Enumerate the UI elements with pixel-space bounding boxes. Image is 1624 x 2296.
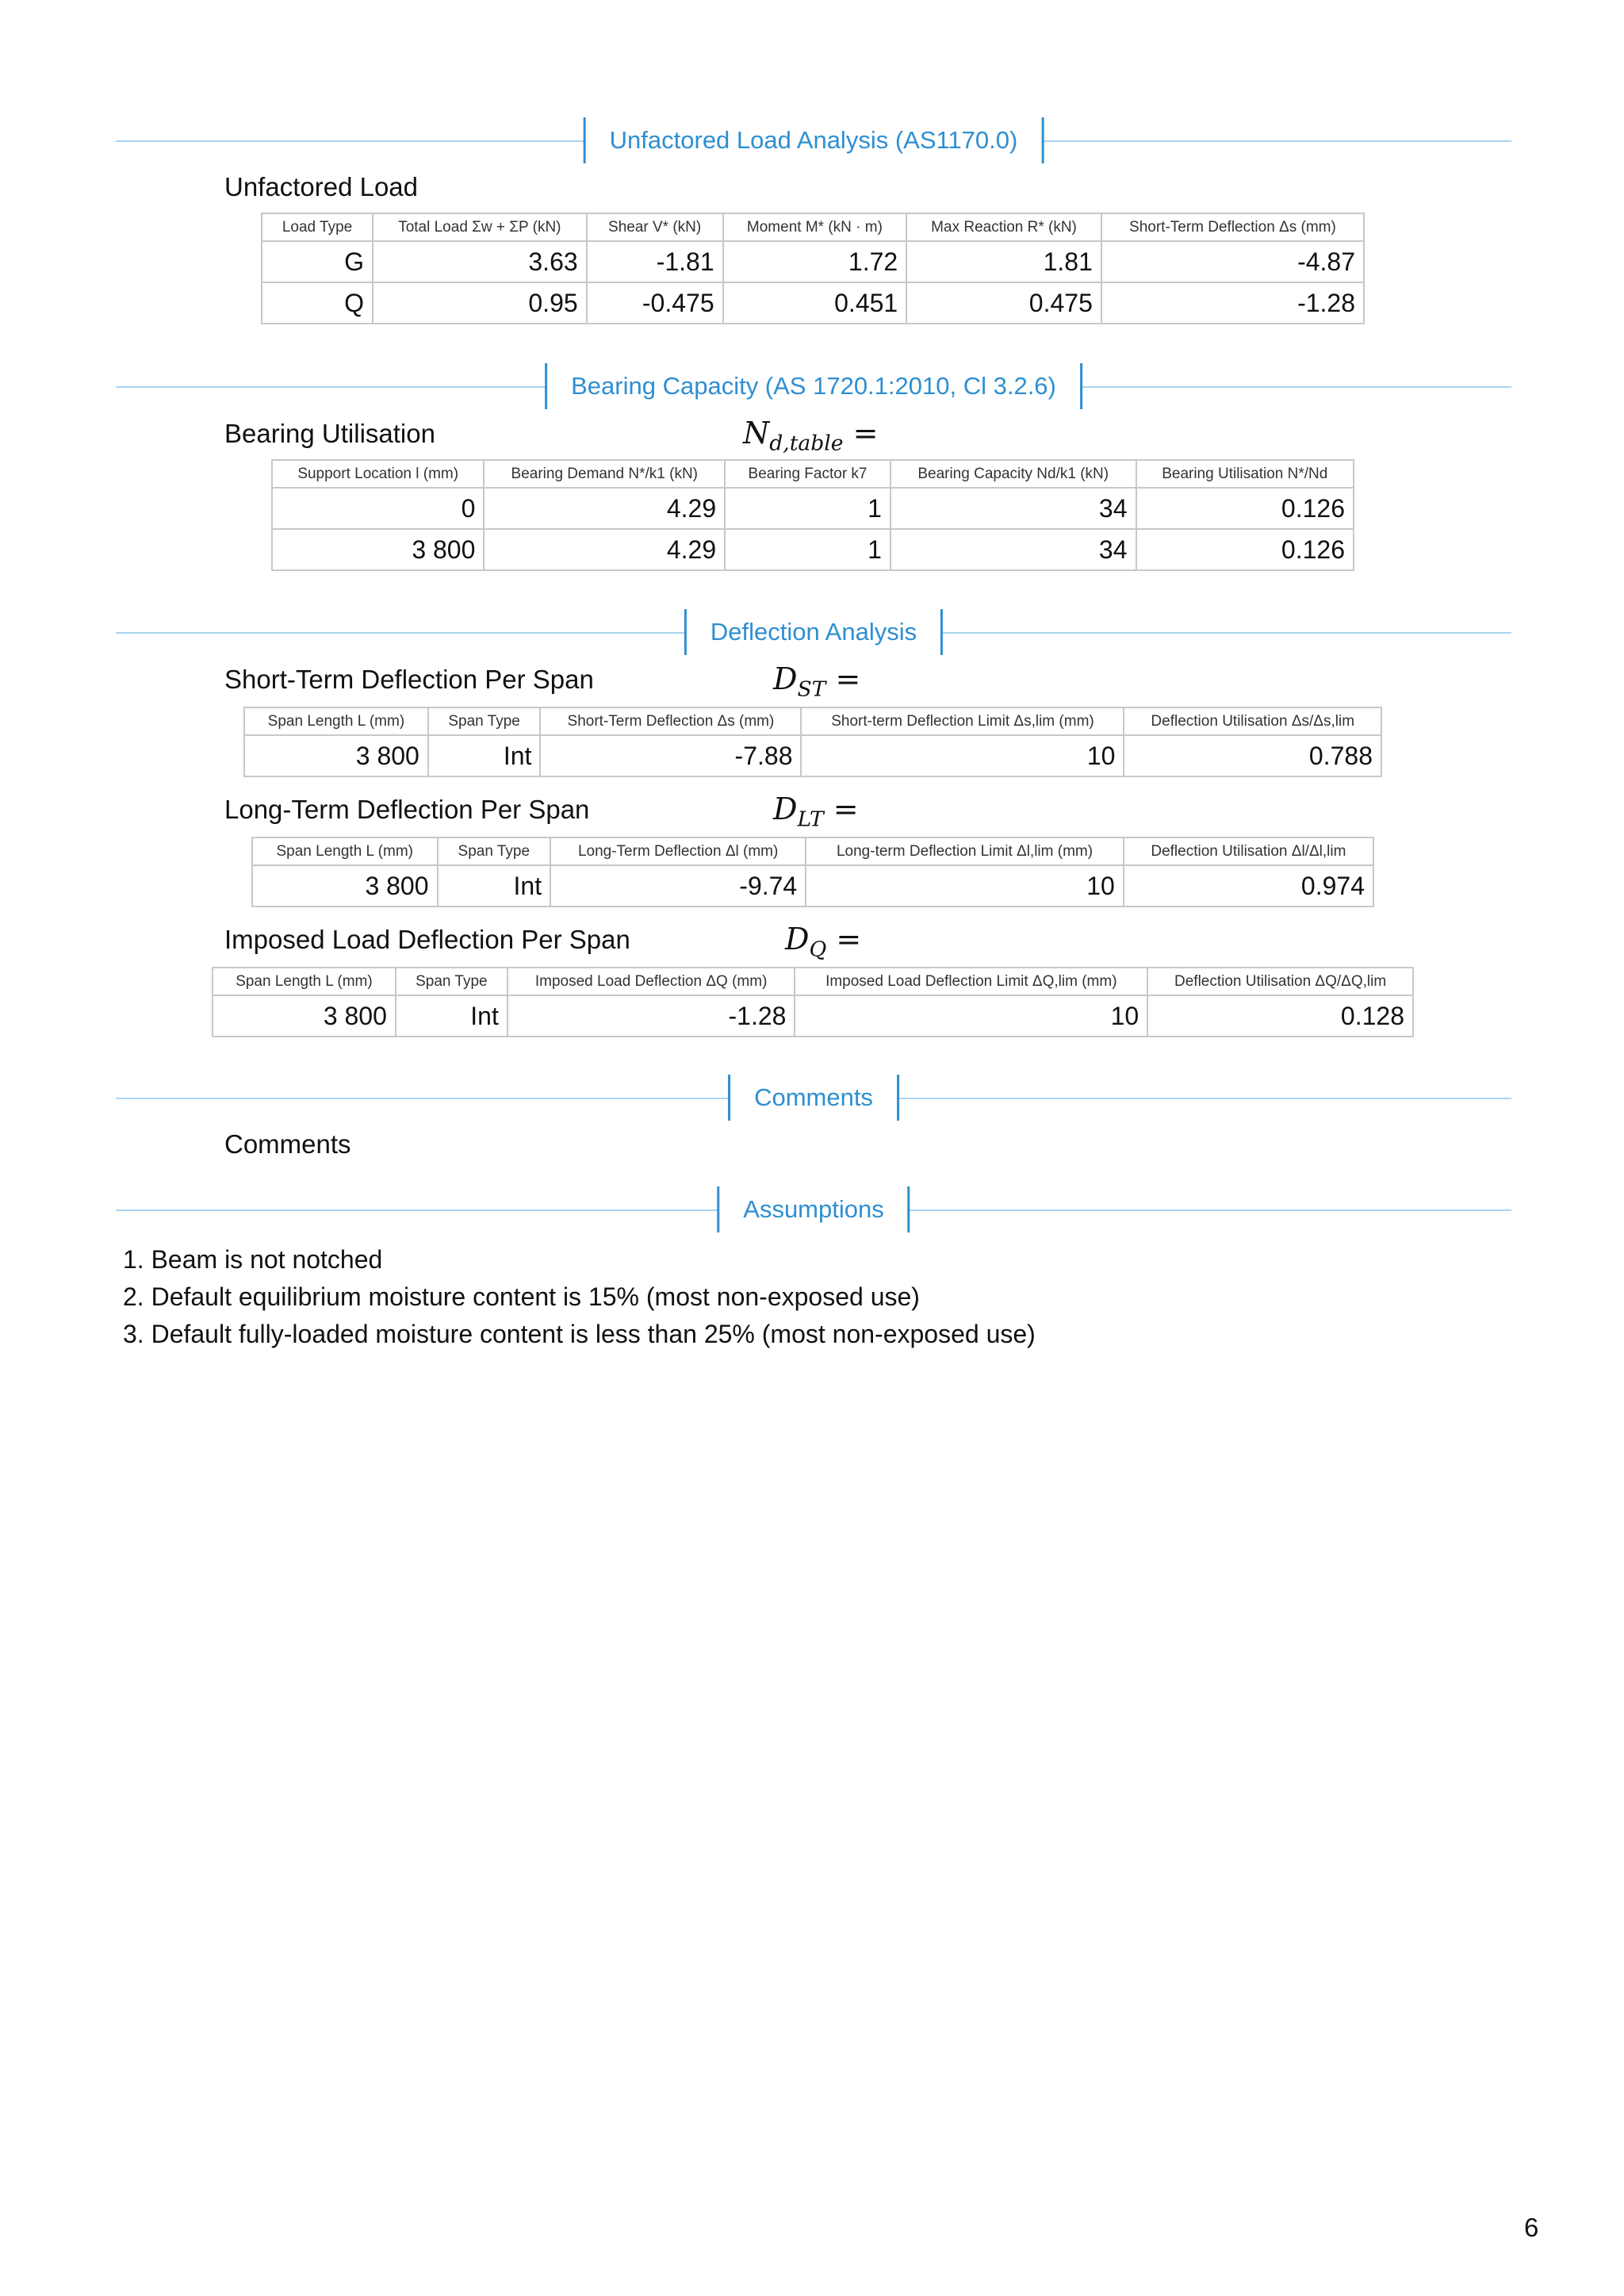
unfactored-load-title: Unfactored Load bbox=[224, 172, 419, 201]
section-header-deflection bbox=[116, 609, 1511, 655]
table-cell: 10 bbox=[806, 865, 1124, 907]
col-header: Long-term Deflection Limit Δl,lim (mm) bbox=[806, 838, 1124, 865]
section-header-assumptions bbox=[116, 1186, 1511, 1232]
col-header: Support Location l (mm) bbox=[272, 460, 484, 488]
table-cell: 0.128 bbox=[1147, 995, 1413, 1037]
unfactored-load-table bbox=[261, 213, 1365, 324]
col-header: Imposed Load Deflection ΔQ (mm) bbox=[508, 968, 795, 995]
bearing-utilisation-title: Bearing Utilisation bbox=[224, 419, 435, 448]
table-row bbox=[262, 282, 1364, 324]
table-cell: 0.451 bbox=[723, 282, 907, 324]
section-title: Unfactored Load Analysis (AS1170.0) bbox=[584, 117, 1044, 163]
col-header: Bearing Demand N*/k1 (kN) bbox=[484, 460, 725, 488]
col-header: Max Reaction R* (kN) bbox=[906, 213, 1101, 241]
table-row bbox=[244, 735, 1381, 776]
table-cell: -0.475 bbox=[587, 282, 723, 324]
table-cell: G bbox=[262, 241, 373, 282]
col-header: Imposed Load Deflection Limit ΔQ,lim (mm) bbox=[795, 968, 1147, 995]
table-cell: 0.126 bbox=[1136, 488, 1354, 529]
col-header: Span Type bbox=[396, 968, 508, 995]
table-row bbox=[272, 529, 1354, 570]
col-header: Bearing Capacity Nd/k1 (kN) bbox=[891, 460, 1136, 488]
col-header: Bearing Utilisation N*/Nd bbox=[1136, 460, 1354, 488]
imposed-deflection-title: Imposed Load Deflection Per Span bbox=[224, 925, 630, 954]
long-term-equation: $D_{LT}$ = bbox=[773, 792, 859, 832]
imposed-equation: $D_Q$ = bbox=[785, 922, 862, 962]
table-cell: 3 800 bbox=[244, 735, 428, 776]
table-row bbox=[213, 995, 1413, 1037]
table-cell: 0 bbox=[272, 488, 484, 529]
table-cell: 4.29 bbox=[484, 488, 725, 529]
col-header: Bearing Factor k7 bbox=[725, 460, 891, 488]
list-item: 2. Default equilibrium moisture content is 15% (most non-exposed use) bbox=[123, 1282, 920, 1311]
table-cell: 3 800 bbox=[252, 865, 438, 907]
table-cell: 0.974 bbox=[1124, 865, 1373, 907]
section-title: Assumptions bbox=[717, 1186, 910, 1232]
table-cell: -7.88 bbox=[540, 735, 801, 776]
section-title: Bearing Capacity (AS 1720.1:2010, Cl 3.2.6) bbox=[545, 363, 1082, 409]
col-header: Long-Term Deflection Δl (mm) bbox=[550, 838, 806, 865]
table-header-row bbox=[252, 838, 1373, 865]
table-cell: 10 bbox=[801, 735, 1124, 776]
table-cell: Int bbox=[428, 735, 541, 776]
col-header: Short-term Deflection Limit Δs,lim (mm) bbox=[801, 707, 1124, 735]
table-cell: Int bbox=[396, 995, 508, 1037]
table-cell: 1.72 bbox=[723, 241, 907, 282]
col-header: Deflection Utilisation Δl/Δl,lim bbox=[1124, 838, 1373, 865]
table-cell: 1 bbox=[725, 488, 891, 529]
section-header-comments bbox=[116, 1075, 1511, 1121]
col-header: Span Type bbox=[428, 707, 541, 735]
table-cell: 34 bbox=[891, 529, 1136, 570]
col-header: Deflection Utilisation Δs/Δs,lim bbox=[1124, 707, 1381, 735]
short-term-equation: $D_{ST}$ = bbox=[773, 661, 861, 702]
table-cell: -4.87 bbox=[1101, 241, 1364, 282]
short-term-deflection-table bbox=[243, 707, 1382, 777]
col-header: Short-Term Deflection Δs (mm) bbox=[1101, 213, 1364, 241]
table-row bbox=[252, 865, 1373, 907]
col-header: Load Type bbox=[262, 213, 373, 241]
col-header: Span Length L (mm) bbox=[252, 838, 438, 865]
long-term-deflection-table bbox=[251, 837, 1374, 907]
table-cell: 0.95 bbox=[373, 282, 587, 324]
table-header-row bbox=[272, 460, 1354, 488]
table-cell: 0.126 bbox=[1136, 529, 1354, 570]
list-item: 1. Beam is not notched bbox=[123, 1245, 383, 1274]
col-header: Deflection Utilisation ΔQ/ΔQ,lim bbox=[1147, 968, 1413, 995]
col-header: Total Load Σw + ΣP (kN) bbox=[373, 213, 587, 241]
col-header: Moment M* (kN · m) bbox=[723, 213, 907, 241]
table-cell: 1 bbox=[725, 529, 891, 570]
table-cell: 0.475 bbox=[906, 282, 1101, 324]
comments-label: Comments bbox=[224, 1129, 351, 1159]
table-header-row bbox=[262, 213, 1364, 241]
col-header: Short-Term Deflection Δs (mm) bbox=[540, 707, 801, 735]
table-cell: 4.29 bbox=[484, 529, 725, 570]
table-cell: 34 bbox=[891, 488, 1136, 529]
table-cell: -1.28 bbox=[1101, 282, 1364, 324]
table-cell: -1.81 bbox=[587, 241, 723, 282]
table-cell: Int bbox=[438, 865, 551, 907]
table-cell: 0.788 bbox=[1124, 735, 1381, 776]
table-cell: 1.81 bbox=[906, 241, 1101, 282]
assumptions-list bbox=[123, 1241, 1036, 1353]
table-row bbox=[262, 241, 1364, 282]
section-header-bearing bbox=[116, 363, 1511, 409]
table-row bbox=[272, 488, 1354, 529]
table-header-row bbox=[244, 707, 1381, 735]
list-item: 3. Default fully-loaded moisture content is less than 25% (most non-exposed use) bbox=[123, 1320, 1036, 1348]
col-header: Span Length L (mm) bbox=[244, 707, 428, 735]
table-cell: Q bbox=[262, 282, 373, 324]
section-title: Deflection Analysis bbox=[684, 609, 943, 655]
section-title: Comments bbox=[728, 1075, 899, 1121]
imposed-deflection-table bbox=[212, 967, 1414, 1037]
bearing-equation: $N_{d,table}$ = bbox=[743, 416, 879, 456]
table-cell: 3 800 bbox=[213, 995, 396, 1037]
col-header: Span Length L (mm) bbox=[213, 968, 396, 995]
table-cell: -9.74 bbox=[550, 865, 806, 907]
table-header-row bbox=[213, 968, 1413, 995]
table-cell: -1.28 bbox=[508, 995, 795, 1037]
short-term-deflection-title: Short-Term Deflection Per Span bbox=[224, 665, 594, 694]
table-cell: 3 800 bbox=[272, 529, 484, 570]
col-header: Shear V* (kN) bbox=[587, 213, 723, 241]
col-header: Span Type bbox=[438, 838, 551, 865]
table-cell: 10 bbox=[795, 995, 1147, 1037]
bearing-utilisation-table bbox=[271, 459, 1354, 571]
long-term-deflection-title: Long-Term Deflection Per Span bbox=[224, 795, 590, 824]
table-cell: 3.63 bbox=[373, 241, 587, 282]
section-header-unfactored bbox=[116, 117, 1511, 163]
page-number: 6 bbox=[1524, 2213, 1539, 2242]
